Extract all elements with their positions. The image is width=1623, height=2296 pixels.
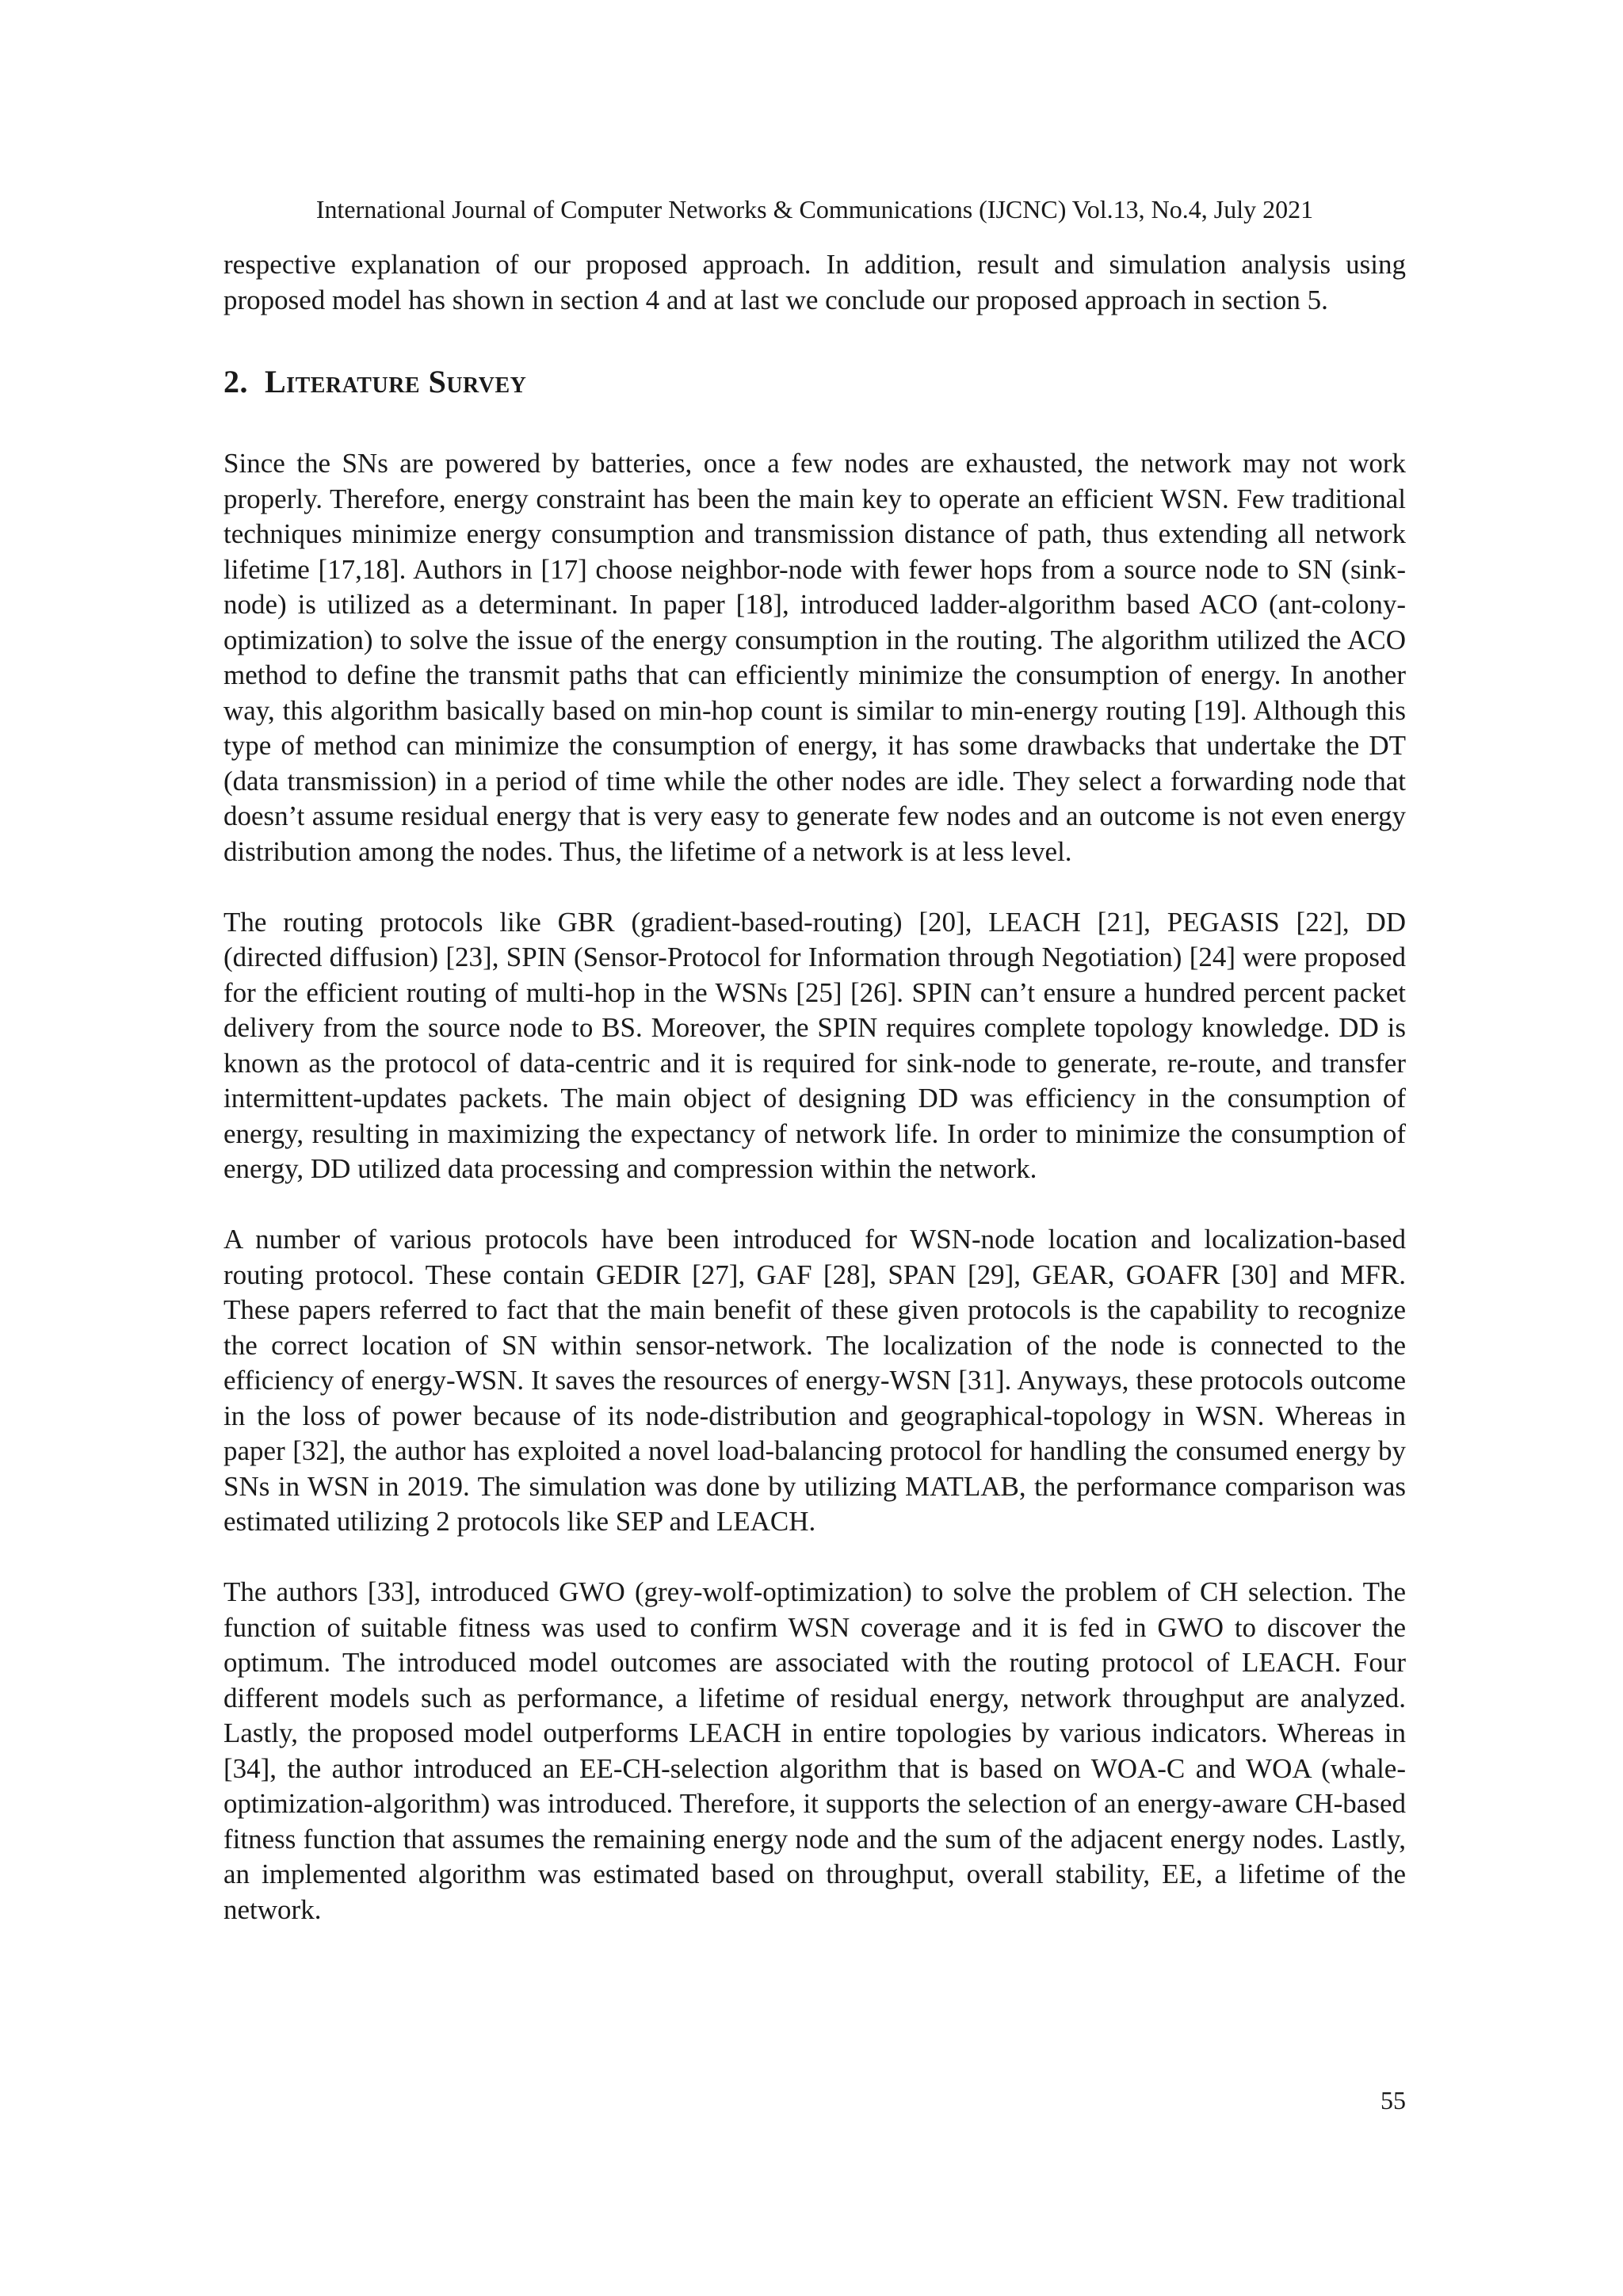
section-heading (223, 362, 1406, 402)
body-text (223, 247, 1406, 1927)
running-header: International Journal of Computer Networks & Communications (IJCNC) Vol.13, No.4, July 2021 (315, 195, 1314, 223)
body-paragraph-2: The routing protocols like GBR (gradient-based-routing) [20], LEACH [21], PEGASIS [22], DD (directed diffusion) [23], SPIN (Sensor-Protocol for Information through Negotiation) [24] were proposed for the efficient routing of multi-hop in the WSNs [25] [26]. SPIN can’t ensure a hundred percent packet delivery from the source node to BS. Moreover, the SPIN requires complete topology knowledge. DD is known as the protocol of data-centric and it is required for sink-node to generate, re-route, and transfer intermittent-updates packets. The main object of designing DD was efficiency in the consumption of energy, resulting in maximizing the expectancy of network life. In order to minimize the consumption of energy, DD utilized data processing and compression within the network. (223, 906, 1406, 1184)
section-number: 2. (223, 364, 248, 399)
page-number: 55 (1381, 2086, 1406, 2115)
body-paragraph-4: The authors [33], introduced GWO (grey-wolf-optimization) to solve the problem of CH selection. The function of suitable fitness was used to confirm WSN coverage and it is fed in GWO to discover the optimum. The introduced model outcomes are associated with the routing protocol of LEACH. Four different models such as performance, a lifetime of residual energy, network throughput are analyzed. Lastly, the proposed model outperforms LEACH in entire topologies by various indicators. Whereas in [34], the author introduced an EE-CH-selection algorithm that is based on WOA-C and WOA (whale-optimization-algorithm) was introduced. Therefore, it supports the selection of an energy-aware CH-based fitness function that assumes the remaining energy node and the sum of the adjacent energy nodes. Lastly, an implemented algorithm was estimated based on throughput, overall stability, EE, a lifetime of the network. (223, 1576, 1406, 1925)
section-title: Literature Survey (265, 364, 527, 399)
body-paragraph-3: A number of various protocols have been introduced for WSN-node location and localization-based routing protocol. These contain GEDIR [27], GAF [28], SPAN [29], GEAR, GOAFR [30] and MFR. These papers referred to fact that the main benefit of these given protocols is the capability to recognize the correct location of SN within sensor-network. The localization of the node is connected to the efficiency of energy-WSN. It saves the resources of energy-WSN [31]. Anyways, these protocols outcome in the loss of power because of its node-distribution and geographical-topology in WSN. Whereas in paper [32], the author has exploited a novel load-balancing protocol for handling the consumed energy by SNs in WSN in 2019. The simulation was done by utilizing MATLAB, the performance comparison was estimated utilizing 2 protocols like SEP and LEACH. (223, 1224, 1406, 1537)
body-paragraph-1: Since the SNs are powered by batteries, once a few nodes are exhausted, the network may not work properly. Therefore, energy constraint has been the main key to operate an efficient WSN. Few traditional techniques minimize energy consumption and transmission distance of path, thus extending all network lifetime [17,18]. Authors in [17] choose neighbor-node with fewer hops from a source node to SN (sink-node) is utilized as a determinant. In paper [18], introduced ladder-algorithm based ACO (ant-colony-optimization) to solve the issue of the energy consumption in the routing. The algorithm utilized the ACO method to define the transmit paths that can efficiently minimize the consumption of energy. In another way, this algorithm basically based on min-hop count is similar to min-energy routing [19]. Although this type of method can minimize the consumption of energy, it has some drawbacks that undertake the DT (data transmission) in a period of time while the other nodes are idle. They select a forwarding node that doesn’t assume residual energy that is very easy to generate few nodes and an outcome is not even energy distribution among the nodes. Thus, the lifetime of a network is at less level. (223, 448, 1406, 867)
intro-continuation-paragraph: respective explanation of our proposed approach. In addition, result and simulation analysis using proposed model has shown in section 4 and at last we conclude our proposed approach in section 5. (223, 249, 1406, 315)
